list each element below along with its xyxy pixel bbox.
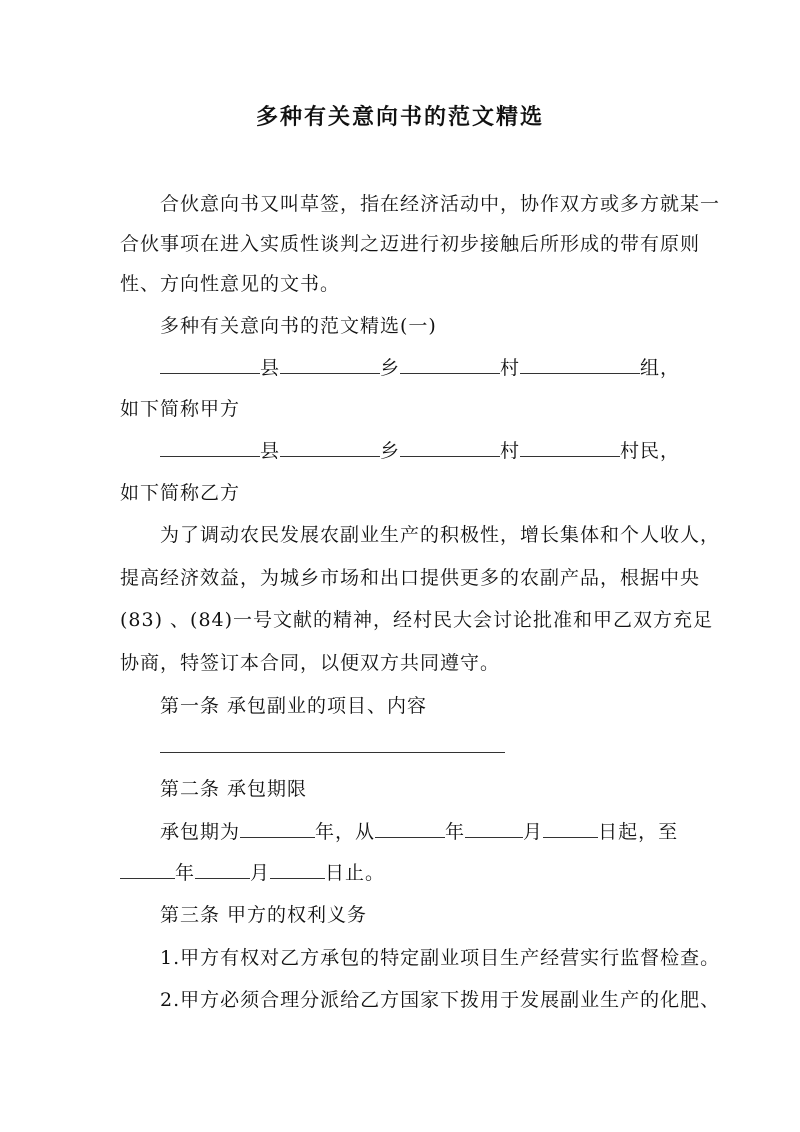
county-blank[interactable] <box>160 438 260 457</box>
village-blank[interactable] <box>400 438 500 457</box>
term-years-label: 年，从 <box>315 821 376 843</box>
group-label: 组， <box>640 357 681 379</box>
group-blank[interactable] <box>520 355 640 374</box>
intro-line-2: 合伙事项在进入实质性谈判之迈进行初步接触后所形成的带有原则 <box>120 233 701 255</box>
party-a-label: 如下简称甲方 <box>120 398 241 420</box>
article-1-content-blank[interactable] <box>160 752 505 753</box>
article-3-heading: 第三条 甲方的权利义务 <box>160 904 368 926</box>
article-1-heading: 第一条 承包副业的项目、内容 <box>160 695 428 717</box>
villager-label: 村民， <box>620 440 681 462</box>
purpose-line-4: 协商，特签订本合同，以便双方共同遵守。 <box>120 652 501 674</box>
village-label: 村 <box>500 357 521 379</box>
village-label: 村 <box>500 440 521 462</box>
start-month-label: 月 <box>523 821 544 843</box>
article-2-heading: 第二条 承包期限 <box>160 778 308 800</box>
township-label: 乡 <box>380 440 401 462</box>
county-label: 县 <box>260 440 281 462</box>
document-title: 多种有关意向书的范文精选 <box>255 104 544 130</box>
party-b-address-line <box>160 438 690 464</box>
end-day-blank[interactable] <box>270 860 325 879</box>
start-year-blank[interactable] <box>375 819 445 838</box>
village-blank[interactable] <box>400 355 500 374</box>
term-line-1 <box>160 819 690 845</box>
end-day-label: 日止。 <box>325 862 386 884</box>
term-years-blank[interactable] <box>240 819 315 838</box>
township-blank[interactable] <box>280 355 380 374</box>
end-month-blank[interactable] <box>195 860 250 879</box>
county-blank[interactable] <box>160 355 260 374</box>
start-day-label: 日起，至 <box>598 821 679 843</box>
term-prefix: 承包期为 <box>160 821 241 843</box>
start-day-blank[interactable] <box>543 819 598 838</box>
intro-line-1: 合伙意向书又叫草签，指在经济活动中，协作双方或多方就某一 <box>160 193 721 215</box>
intro-line-3: 性、方向性意见的文书。 <box>120 273 341 295</box>
township-blank[interactable] <box>280 438 380 457</box>
villager-blank[interactable] <box>520 438 620 457</box>
purpose-line-1: 为了调动农民发展农副业生产的积极性，增长集体和个人收人， <box>160 524 721 546</box>
party-b-label: 如下简称乙方 <box>120 482 241 504</box>
end-year-blank[interactable] <box>120 860 175 879</box>
clause-1: 1.甲方有权对乙方承包的特定副业项目生产经营实行监督检查。 <box>160 947 721 969</box>
party-a-address-line <box>160 355 690 381</box>
term-line-2 <box>120 860 690 886</box>
purpose-line-2: 提高经济效益，为城乡市场和出口提供更多的农副产品，根据中央 <box>120 567 701 589</box>
county-label: 县 <box>260 357 281 379</box>
end-year-label: 年 <box>175 862 196 884</box>
clause-2: 2.甲方必须合理分派给乙方国家下拨用于发展副业生产的化肥、 <box>160 989 721 1011</box>
section-heading: 多种有关意向书的范文精选(一) <box>160 315 437 337</box>
end-month-label: 月 <box>250 862 271 884</box>
township-label: 乡 <box>380 357 401 379</box>
start-year-label: 年 <box>445 821 466 843</box>
purpose-line-3: (83) 、(84)一号文献的精神，经村民大会讨论批准和甲乙双方充足 <box>120 609 714 631</box>
start-month-blank[interactable] <box>465 819 523 838</box>
